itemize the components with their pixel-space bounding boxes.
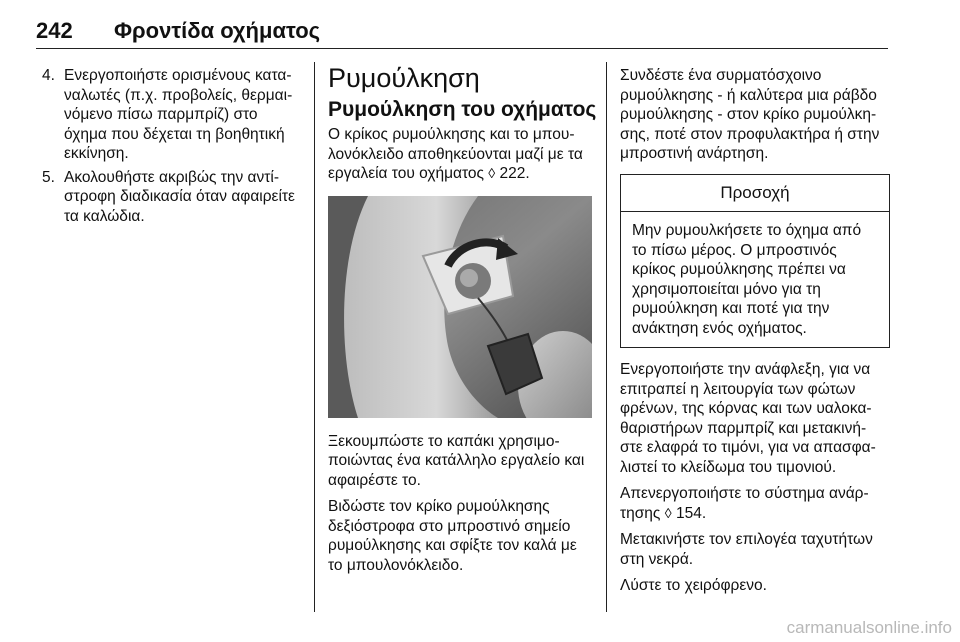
step-text: Ενεργοποιήστε ορισμένους κατα- ναλωτές (π.χ. προβολείς, θερμαι- νόμενο πίσω παρμπρίζ) στο όχημα που δέχεται τη βοηθητική εκκίνηση. — [64, 67, 293, 162]
step-number: 5. — [42, 168, 55, 186]
page-reference-icon: ◊ — [664, 504, 672, 521]
step-number: 4. — [42, 67, 55, 84]
page-ref: 154. — [675, 504, 707, 522]
caution-box — [620, 174, 890, 349]
intro-page-ref: 222. — [499, 165, 530, 182]
intro-paragraph — [328, 125, 600, 184]
tow-eye-cover-illustration — [328, 196, 592, 418]
header-divider — [36, 48, 888, 49]
column-divider-2 — [606, 62, 607, 612]
paragraph: Συνδέστε ένα συρματόσχοινο ρυμούλκησης - ή καλύτερα μια ράβδο ρυμούλκησης - στον κρίκο ρυμούλκη- σης, ποτέ στον προφυλακτήρα ή στην μπροστινή ανάρτηση. — [620, 67, 880, 162]
page-header — [0, 0, 960, 50]
list-item — [36, 168, 308, 227]
column-3 — [620, 66, 890, 603]
section-title: Ρυμούλκηση — [328, 63, 480, 93]
paragraph: Λύστε το χειρόφρενο. — [620, 577, 767, 594]
paragraph: Βιδώστε τον κρίκο ρυμούλκησης δεξιόστροφα στο μπροστινό σημείο ρυμούλκησης και σφίξτε τον καλά με το μπουλονόκλειδο. — [328, 498, 577, 574]
subsection-title: Ρυμούλκηση του οχήματος — [328, 98, 597, 121]
caution-text: Μην ρυμουλκήσετε το όχημα από το πίσω μέρος. Ο μπροστινός κρίκος ρυμούλκησης πρέπει να χρησιμοποιείται μόνο για τη ρυμούλκηση και ποτέ για την ανάκτηση ενός οχήματος. — [632, 222, 862, 337]
caution-title: Προσοχή — [621, 175, 889, 213]
watermark: carmanualsonline.info — [786, 618, 952, 637]
intro-text: Ο κρίκος ρυμούλκησης και το μπου- λονόκλειδο αποθηκεύονται μαζί με τα εργαλεία του οχήματος — [328, 126, 583, 182]
paragraph-text: Απενεργοποιήστε το σύστημα ανάρ- τησης — [620, 485, 869, 522]
column-1 — [36, 66, 308, 226]
paragraph — [620, 484, 890, 523]
page-reference-icon: ◊ — [488, 165, 496, 181]
page-title: Φροντίδα οχήματος — [114, 18, 321, 43]
paragraph: Ενεργοποιήστε την ανάφλεξη, για να επιτραπεί η λειτουργία των φώτων φρένων, της κόρνας και των υαλοκα- θαριστήρων παρμπρίζ και μετακινή- στε ελαφρά το τιμόνι, για να απασφα- λιστεί το κλείδωμα του τιμονιού. — [620, 361, 876, 476]
steps-list — [36, 66, 308, 226]
column-divider-1 — [314, 62, 315, 612]
column-2 — [328, 62, 600, 582]
paragraph: Μετακινήστε τον επιλογέα ταχυτήτων στη νεκρά. — [620, 531, 873, 568]
page-number: 242 — [36, 18, 73, 43]
step-text: Ακολουθήστε ακριβώς την αντί- στροφη διαδικασία όταν αφαιρείτε τα καλώδια. — [64, 168, 295, 225]
paragraph: Ξεκουμπώστε το καπάκι χρησιμο- ποιώντας ένα κατάλληλο εργαλείο και αφαιρέστε το. — [328, 432, 585, 489]
list-item — [36, 66, 308, 164]
